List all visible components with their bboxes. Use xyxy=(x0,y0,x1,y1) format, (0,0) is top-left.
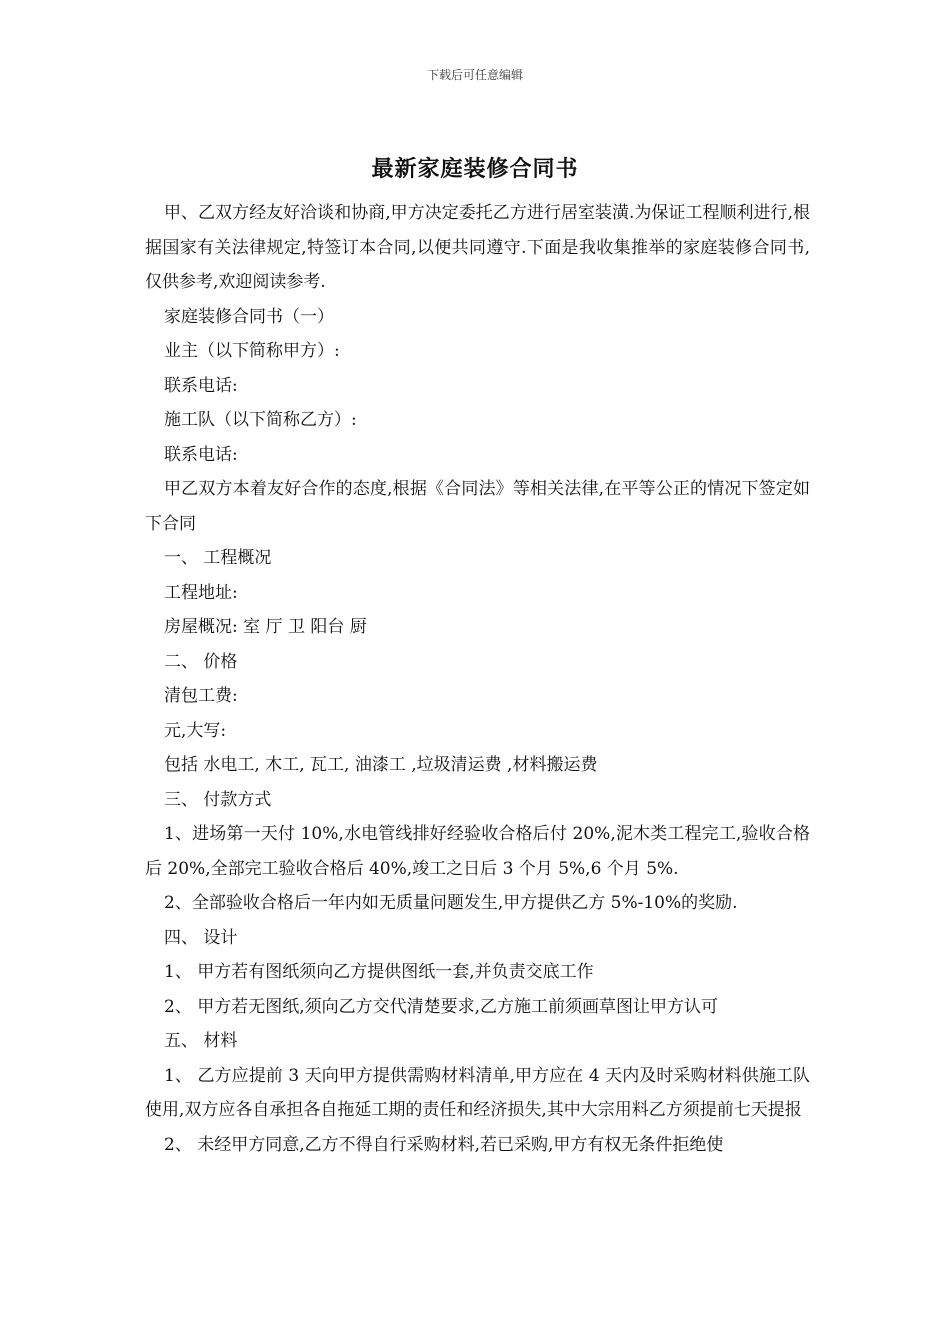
payment-item-2: 2、全部验收合格后一年内如无质量问题发生,甲方提供乙方 5%-10%的奖励. xyxy=(164,893,738,913)
document-body xyxy=(145,196,810,1162)
paragraph-intro: 甲、乙双方经友好洽谈和协商,甲方决定委托乙方进行居室装潢.为保证工程顺利进行,根据国家有关法律规定,特签订本合同,以便共同遵守.下面是我收集推举的家庭装修合同书,仅供参考,欢迎阅读参考. xyxy=(145,203,810,292)
field-owner: 业主（以下简称甲方）: xyxy=(164,341,340,361)
field-labor-fee: 清包工费: xyxy=(164,686,238,706)
field-includes: 包括 水电工, 木工, 瓦工, 油漆工 ,垃圾清运费 ,材料搬运费 xyxy=(164,755,598,775)
design-item-1: 1、 甲方若有图纸须向乙方提供图纸一套,并负责交底工作 xyxy=(164,962,594,982)
section-heading-payment: 三、 付款方式 xyxy=(164,789,272,810)
field-amount-capital: 元,大写: xyxy=(164,720,227,741)
field-house-overview: 房屋概况: 室 厅 卫 阳台 厨 xyxy=(164,617,367,637)
section-heading-design: 四、 设计 xyxy=(164,927,238,948)
field-owner-phone: 联系电话: xyxy=(164,375,238,396)
section-heading-price: 二、 价格 xyxy=(164,651,238,672)
header-note: 下载后可任意编辑 xyxy=(426,68,523,82)
field-contractor: 施工队（以下简称乙方）: xyxy=(164,410,357,430)
document-title: 最新家庭装修合同书 xyxy=(371,157,579,182)
section-heading-contract-one: 家庭装修合同书（一） xyxy=(164,306,334,327)
paragraph-agreement: 甲乙双方本着友好合作的态度,根据《合同法》等相关法律,在平等公正的情况下签定如下合同 xyxy=(145,479,810,534)
materials-item-2: 2、 未经甲方同意,乙方不得自行采购材料,若已采购,甲方有权无条件拒绝使 xyxy=(164,1134,724,1155)
section-heading-materials: 五、 材料 xyxy=(164,1031,238,1051)
section-heading-overview: 一、 工程概况 xyxy=(164,548,272,568)
field-contractor-phone: 联系电话: xyxy=(164,444,238,465)
materials-item-1: 1、 乙方应提前 3 天向甲方提供需购材料清单,甲方应在 4 天内及时采购材料供施工队使用,双方应各自承担各自拖延工期的责任和经济损失,其中大宗用料乙方须提前七天提报 xyxy=(145,1065,810,1120)
design-item-2: 2、 甲方若无图纸,须向乙方交代清楚要求,乙方施工前须画草图让甲方认可 xyxy=(164,996,719,1017)
field-project-address: 工程地址: xyxy=(164,582,238,603)
payment-item-1: 1、进场第一天付 10%,水电管线排好经验收合格后付 20%,泥木类工程完工,验收合格后 20%,全部完工验收合格后 40%,竣工之日后 3 个月 5%,6 个月 5%. xyxy=(145,824,810,879)
